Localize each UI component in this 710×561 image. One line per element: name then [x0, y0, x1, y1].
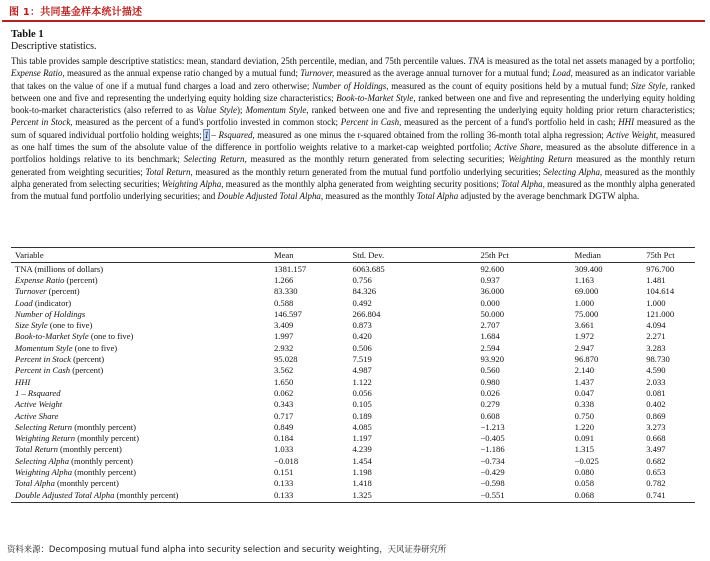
cell-mean: 1.266 [273, 274, 294, 285]
description-text: measured as the monthly return generated from selecting securities; [246, 154, 509, 165]
description-text: measured as the annual expense ratio changed by a mutual fund; [64, 68, 301, 79]
cell-std-dev: 7.519 [352, 354, 372, 365]
cell-std-dev: 0.056 [352, 387, 372, 398]
cell-median: 0.750 [574, 410, 595, 421]
cell-75th-pct: 4.094 [646, 320, 666, 331]
table-row [11, 263, 695, 275]
table-row [11, 444, 695, 455]
cell-std-dev: 1.198 [352, 466, 372, 477]
description-text: measured as the percent of a fund's portfolio held in cash; [401, 117, 619, 128]
table-row [11, 421, 695, 432]
description-text: measured as the monthly alpha generated from weighting security positions; [223, 178, 502, 189]
figure-title: 图 1：共同基金样本统计描述 [9, 7, 143, 18]
description-text: ); [236, 105, 246, 116]
cell-std-dev: 4.987 [352, 365, 372, 376]
variable-name: Total Return [15, 444, 58, 455]
cell-std-dev: 1.197 [352, 433, 372, 444]
cell-25th-pct: 0.279 [480, 399, 500, 410]
cell-std-dev: 0.756 [352, 274, 372, 285]
cell-25th-pct: −1.213 [480, 421, 505, 432]
cell-mean: 0.133 [273, 478, 294, 489]
cell-median: 2.947 [574, 342, 595, 353]
cell-mean: 95.028 [273, 354, 298, 365]
cell-median: 0.080 [574, 466, 595, 477]
cell-25th-pct: 0.608 [480, 410, 500, 421]
row-variable-cell [11, 455, 274, 466]
cell-mean: 2.932 [273, 342, 294, 353]
row-variable-cell [11, 489, 274, 503]
cell-std-dev: 266.804 [352, 308, 381, 319]
variable-unit: (percent) [71, 354, 105, 365]
variable-name: Percent in Cash [15, 365, 71, 376]
description-text: ranked between one and five and representing the underlying equity holding prior return characteristics; [308, 105, 695, 116]
cell-std-dev: 0.105 [352, 399, 372, 410]
description-term: Book-to-Market Style, [336, 92, 416, 103]
cell-25th-pct: 2.594 [480, 342, 500, 353]
description-term: Total Alpha [416, 191, 459, 202]
cell-75th-pct: 0.682 [646, 455, 666, 466]
variable-name: TNA [15, 263, 33, 274]
table-row [11, 365, 695, 376]
cell-mean: 146.597 [273, 308, 302, 319]
description-text: measured as the percent of a fund's portfolio invested in common stock; [72, 117, 341, 128]
table-row [11, 466, 695, 477]
row-variable-cell [11, 421, 274, 432]
cell-25th-pct: −0.551 [480, 489, 574, 503]
cell-std-dev: 1.325 [352, 489, 480, 503]
description-term: Double Adjusted Total Alpha, [217, 191, 324, 202]
description-term: – Rsquared, [208, 129, 255, 140]
title-divider [2, 20, 705, 22]
variable-unit: (monthly percent) [54, 478, 119, 489]
row-variable-cell [11, 263, 274, 275]
cell-median: 96.870 [574, 354, 599, 365]
row-variable-cell [11, 376, 274, 387]
table-row [11, 353, 695, 364]
description-text: measured as one minus the r-squared obtained from the rolling 36-month total alpha regression; [254, 129, 607, 140]
variable-unit: (one to five) [47, 320, 93, 331]
cell-median: 0.047 [574, 387, 595, 398]
cell-75th-pct: 98.730 [646, 354, 670, 365]
column-header-mean: Mean [274, 248, 353, 263]
variable-name: Double Adjusted Total Alpha [15, 489, 115, 500]
cell-25th-pct: 0.560 [480, 365, 500, 376]
cell-mean: 0.343 [273, 399, 294, 410]
description-text: measured as the monthly return generated from the mutual fund portfolio underlying securities; [192, 166, 544, 177]
cell-median: 309.400 [574, 263, 603, 274]
variable-name: Number of Holdings [15, 308, 86, 319]
row-variable-cell [11, 353, 274, 364]
cell-std-dev: 0.492 [352, 297, 372, 308]
column-header-variable: Variable [11, 248, 274, 263]
cell-mean: 1.997 [273, 331, 294, 342]
variable-unit: (monthly percent) [72, 421, 137, 432]
description-text: measured as the count of equity positions held by a mutual fund; [388, 80, 632, 91]
cell-median: −0.025 [574, 455, 599, 466]
variable-unit: (percent) [64, 274, 98, 285]
description-text: measured as the monthly alpha generated from selecting securities; [11, 166, 695, 189]
cell-median: 0.058 [574, 478, 595, 489]
descriptive-statistics-table [11, 247, 695, 503]
table-row [11, 286, 695, 297]
cell-75th-pct: 0.668 [646, 433, 666, 444]
cell-std-dev: 4.085 [352, 421, 372, 432]
description-text: measured as the monthly [323, 191, 417, 202]
cell-mean: 0.588 [273, 297, 294, 308]
cell-25th-pct: −0.429 [480, 466, 505, 477]
cell-75th-pct: 976.700 [646, 263, 675, 274]
table-row [11, 319, 695, 330]
row-variable-cell [11, 319, 274, 330]
table-row [11, 342, 695, 353]
cell-25th-pct: −1.186 [480, 444, 505, 455]
cell-mean: 1.650 [273, 376, 294, 387]
variable-name: Book-to-Market Style [15, 331, 89, 342]
row-variable-cell [11, 274, 274, 285]
variable-name: Selecting Alpha [15, 455, 70, 466]
cell-25th-pct: −0.405 [480, 433, 505, 444]
description-term: Expense Ratio, [11, 68, 65, 79]
table-row [11, 387, 695, 398]
variable-name: Selecting Return [15, 421, 73, 432]
description-term: Load, [552, 68, 573, 79]
description-term: Momentum Style, [245, 105, 309, 116]
description-term: Size Style, [631, 80, 668, 91]
cell-std-dev: 84.326 [352, 286, 377, 297]
row-variable-cell [11, 387, 274, 398]
cell-mean: 3.409 [273, 320, 294, 331]
table-row [11, 297, 695, 308]
variable-name: Total Alpha [15, 478, 55, 489]
variable-unit: (percent) [70, 365, 104, 376]
cell-25th-pct: −0.734 [480, 455, 505, 466]
column-header-25th-pct: 25th Pct [480, 248, 574, 263]
cell-25th-pct: 0.026 [480, 387, 500, 398]
cell-25th-pct: 0.937 [480, 274, 500, 285]
cell-std-dev: 4.239 [352, 444, 372, 455]
cell-median: 3.661 [574, 320, 595, 331]
cell-75th-pct: 2.033 [646, 376, 666, 387]
row-variable-cell [11, 286, 274, 297]
description-term: Turnover, [300, 68, 335, 79]
row-variable-cell [11, 342, 274, 353]
row-variable-cell [11, 478, 274, 489]
cell-25th-pct: 36.000 [480, 286, 505, 297]
description-term: Percent in Stock, [11, 117, 73, 128]
description-text: measured as the monthly return generated from weighting securities; [11, 154, 695, 177]
row-variable-cell [11, 297, 274, 308]
cell-75th-pct: 4.590 [646, 365, 666, 376]
table-row [11, 410, 695, 421]
description-term: Weighting Return [508, 154, 573, 165]
description-term: Percent in Cash, [340, 117, 402, 128]
variable-unit: (millions of dollars) [32, 263, 104, 274]
cell-median: 1.315 [574, 444, 595, 455]
variable-name: Weighting Return [15, 433, 76, 444]
variable-name: Size Style [15, 320, 48, 331]
variable-unit: (one to five) [88, 331, 134, 342]
cell-mean: 0.062 [273, 387, 294, 398]
table-body [11, 263, 695, 503]
description-term: Total Alpha, [501, 178, 545, 189]
description-text: measured as the sum of squared individual portfolio holding weights; [11, 117, 695, 140]
variable-name: Percent in Stock [15, 354, 71, 365]
cell-75th-pct: 3.273 [646, 421, 666, 432]
cell-mean: 0.717 [273, 410, 294, 421]
cell-25th-pct: 2.707 [480, 320, 500, 331]
description-term: Selecting Return, [183, 154, 247, 165]
variable-name: Weighting Alpha [15, 466, 73, 477]
cell-std-dev: 0.873 [352, 320, 372, 331]
text-cursor-selection: 1 [204, 129, 209, 140]
cell-mean: 1381.157 [273, 263, 307, 274]
source-note: 资料来源：Decomposing mutual fund alpha into security selection and security weighting，天风证券研究所 [7, 544, 447, 554]
cell-75th-pct: 0.653 [646, 466, 666, 477]
table-header-row [11, 248, 695, 263]
variable-name: 1 – Rsquared [15, 387, 61, 398]
cell-median: 1.972 [574, 331, 595, 342]
table-row [11, 331, 695, 342]
table-label: Table 1 [11, 29, 44, 40]
cell-mean: 83.330 [273, 286, 298, 297]
cell-75th-pct: 0.402 [646, 399, 666, 410]
cell-mean: 0.133 [274, 489, 353, 503]
cell-median: 0.338 [574, 399, 595, 410]
cell-25th-pct: 93.920 [480, 354, 505, 365]
cell-median: 1.437 [574, 376, 595, 387]
cell-median: 69.000 [574, 286, 599, 297]
cell-median: 1.000 [574, 297, 595, 308]
cell-mean: −0.018 [273, 455, 299, 466]
variable-name: Load [15, 297, 33, 308]
row-variable-cell [11, 410, 274, 421]
cell-median: 0.091 [574, 433, 595, 444]
cell-mean: 1.033 [273, 444, 294, 455]
cell-median: 0.068 [575, 489, 647, 503]
variable-unit: (monthly percent) [75, 433, 140, 444]
description-term: Number of Holdings, [312, 80, 389, 91]
cell-std-dev: 0.506 [352, 342, 372, 353]
table-row [11, 489, 695, 503]
variable-name: Active Weight [15, 399, 63, 410]
description-text: adjusted by the average benchmark DGTW alpha. [458, 191, 640, 202]
variable-name: Turnover [15, 286, 47, 297]
cell-75th-pct: 2.271 [646, 331, 666, 342]
description-term: Total Return, [145, 166, 193, 177]
table-row [11, 455, 695, 466]
row-variable-cell [11, 444, 274, 455]
cell-median: 1.220 [574, 421, 595, 432]
description-text: is measured as the total net assets managed by a portfolio; [484, 56, 695, 66]
cell-75th-pct: 1.481 [646, 274, 666, 285]
cell-25th-pct: 0.980 [480, 376, 500, 387]
cell-75th-pct: 0.869 [646, 410, 666, 421]
description-term: HHI [618, 117, 635, 128]
description-text: measured as the average annual turnover for a mutual fund; [334, 68, 553, 79]
variable-unit: (indicator) [32, 297, 72, 308]
variable-unit: (one to five) [72, 342, 118, 353]
cell-75th-pct: 0.782 [646, 478, 666, 489]
table-row [11, 478, 695, 489]
variable-name: Momentum Style [15, 342, 73, 353]
cell-75th-pct: 1.000 [646, 297, 666, 308]
description-term: Selecting Alpha, [543, 166, 603, 177]
table-row [11, 308, 695, 319]
cell-75th-pct: 0.081 [646, 387, 666, 398]
cell-25th-pct: −0.598 [480, 478, 505, 489]
description-text: measured as the monthly alpha generated from the mutual fund portfolio underlying securities; and [11, 178, 695, 202]
table-description [11, 55, 695, 203]
cell-25th-pct: 0.000 [480, 297, 500, 308]
cell-75th-pct: 121.000 [646, 308, 675, 319]
row-variable-cell [11, 331, 274, 342]
cell-75th-pct: 104.614 [646, 286, 675, 297]
cell-std-dev: 1.122 [352, 376, 372, 387]
table-caption: Descriptive statistics. [11, 41, 97, 52]
cell-mean: 3.562 [273, 365, 294, 376]
variable-unit: (monthly percent) [114, 489, 179, 500]
description-text: ranked between one and five and representing the underlying equity holding book-to-market characteristics (also referred to as [11, 92, 695, 116]
description-term: Active Share, [494, 142, 543, 153]
row-variable-cell [11, 308, 274, 319]
description-text: ranked between one and five and representing the underlying equity holding size characteristics; [11, 80, 695, 103]
description-term: Value Style [196, 105, 237, 116]
variable-unit: (percent) [46, 286, 80, 297]
table-row [11, 432, 695, 443]
description-term: Active Weight, [606, 129, 659, 140]
variable-name: Active Share [15, 410, 59, 421]
cell-75th-pct: 3.283 [646, 342, 666, 353]
variable-unit: (monthly percent) [72, 466, 137, 477]
table-row [11, 399, 695, 410]
variable-name: Expense Ratio [15, 274, 65, 285]
row-variable-cell [11, 432, 274, 443]
cell-25th-pct: 1.684 [480, 331, 500, 342]
cell-25th-pct: 50.000 [480, 308, 505, 319]
table-row [11, 274, 695, 285]
column-header-std-dev: Std. Dev. [352, 248, 480, 263]
cell-std-dev: 0.189 [352, 410, 372, 421]
cell-75th-pct: 3.497 [646, 444, 666, 455]
description-text: measured as the absolute difference in a portfolios holdings relative to its benchmark; [11, 142, 695, 165]
cell-std-dev: 6063.685 [352, 263, 385, 274]
cell-median: 1.163 [574, 274, 595, 285]
description-term: Weighting Alpha, [161, 178, 224, 189]
cell-75th-pct: 0.741 [646, 489, 695, 503]
variable-unit: (monthly percent) [69, 455, 133, 466]
cell-median: 75.000 [574, 308, 599, 319]
row-variable-cell [11, 399, 274, 410]
description-text: measured as an indicator variable that takes on the value of one if a mutual fund charges a load and zero otherwise; [11, 68, 696, 91]
variable-unit: (monthly percent) [57, 444, 122, 455]
cell-median: 2.140 [574, 365, 595, 376]
table-row [11, 376, 695, 387]
cell-mean: 0.151 [273, 466, 294, 477]
cell-mean: 0.184 [273, 433, 294, 444]
column-header-75th-pct: 75th Pct [646, 248, 695, 263]
cell-std-dev: 0.420 [352, 331, 372, 342]
cell-std-dev: 1.454 [352, 455, 372, 466]
cell-25th-pct: 92.600 [480, 263, 505, 274]
row-variable-cell [11, 466, 274, 477]
column-header-median: Median [575, 248, 647, 263]
cell-mean: 0.849 [273, 421, 294, 432]
description-text: This table provides sample descriptive statistics: mean, standard deviation, 25th percentile, median, and 75th percentile values. [11, 56, 469, 66]
description-term: TNA [468, 56, 485, 66]
row-variable-cell [11, 365, 274, 376]
cell-std-dev: 1.418 [352, 478, 372, 489]
description-text: measured as one half times the sum of the absolute value of the difference in portfolio weights relative to a market-cap weighted portfolio; [11, 129, 696, 153]
variable-name: HHI [15, 376, 31, 387]
